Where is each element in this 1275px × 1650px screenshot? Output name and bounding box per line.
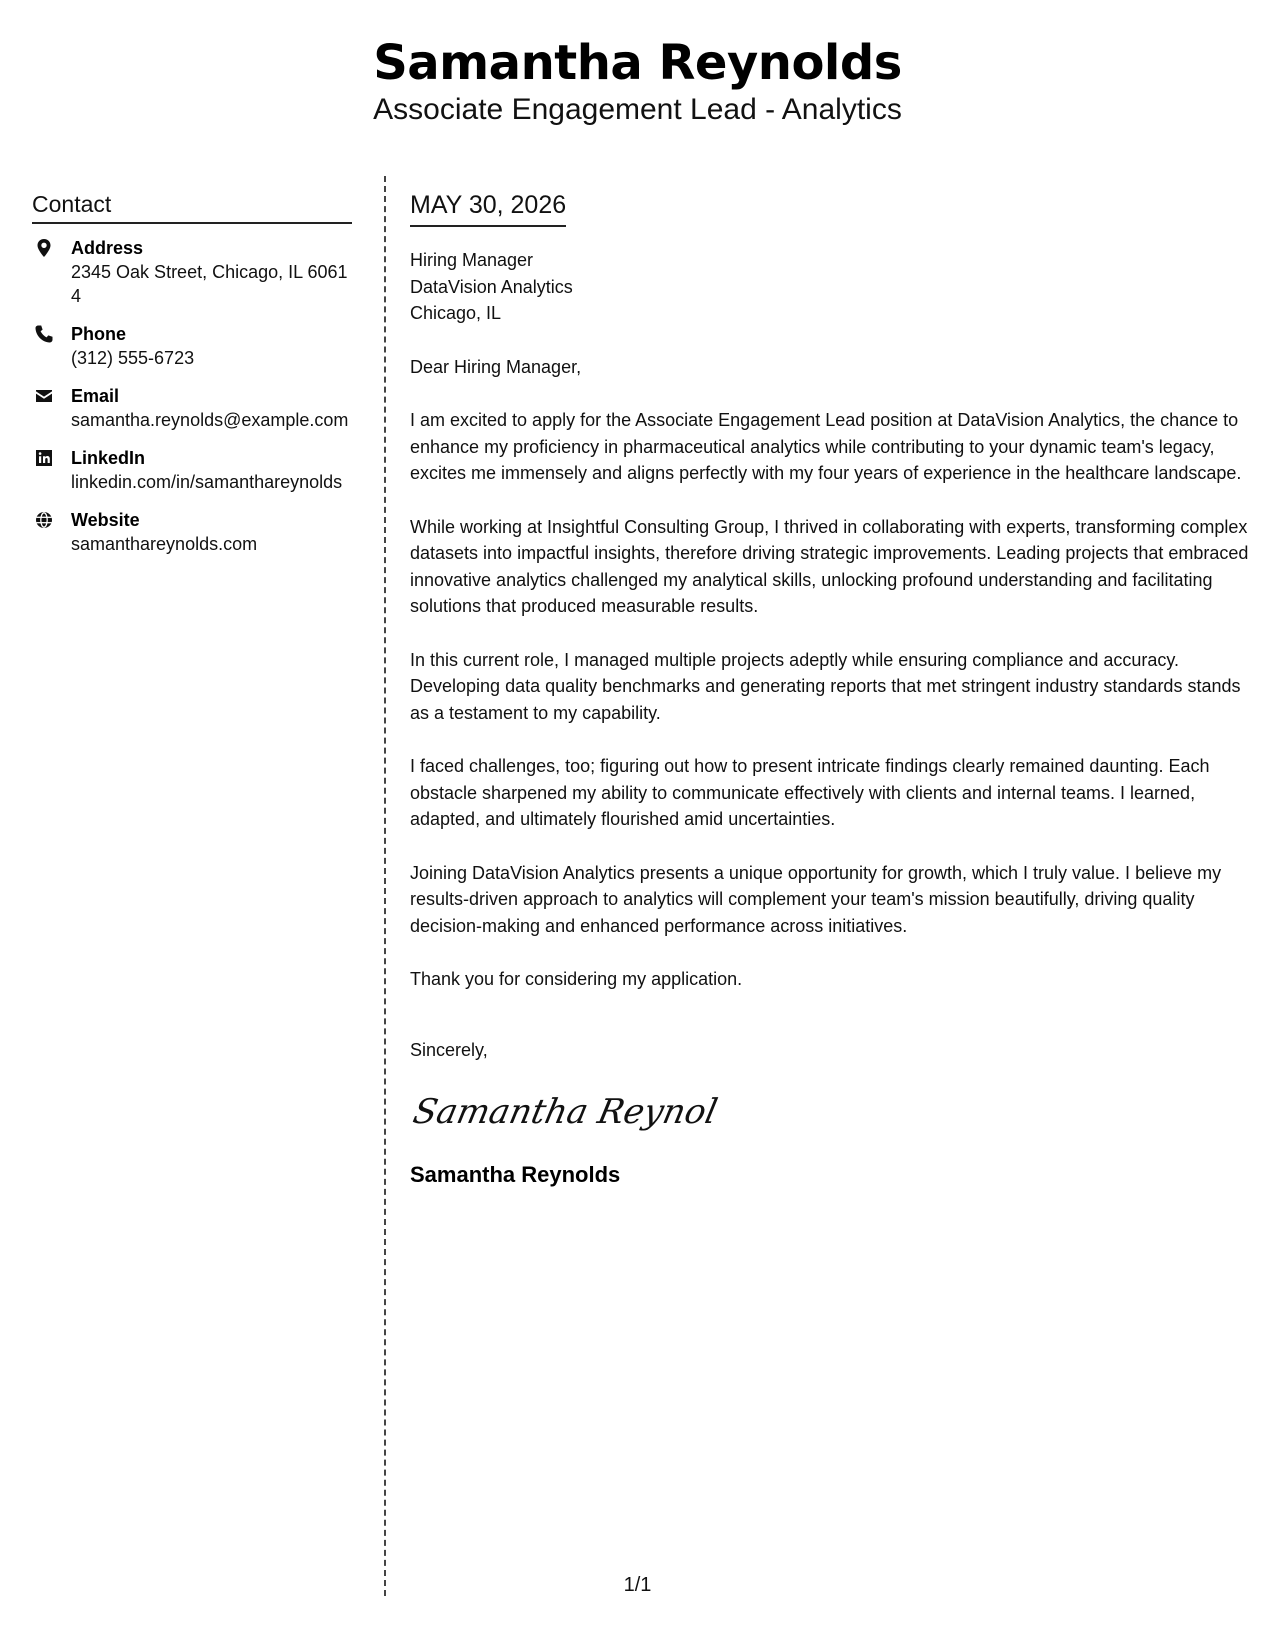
letter-date: MAY 30, 2026 (410, 190, 566, 227)
letter-body (410, 407, 1255, 993)
contact-sidebar (32, 190, 352, 570)
handwritten-signature (409, 1083, 721, 1141)
website-value[interactable]: samanthareynolds.com (71, 534, 258, 554)
linkedin-icon (34, 448, 54, 468)
body-paragraph: Thank you for considering my application. (410, 969, 743, 989)
contact-item-address (32, 236, 352, 308)
contact-item-website (32, 508, 352, 556)
column-divider (384, 176, 386, 1596)
linkedin-value[interactable]: linkedin.com/in/samanthareynolds (71, 472, 343, 492)
body-paragraph: In this current role, I managed multiple projects adeptly while ensuring compliance and accuracy. Developing data quality benchmarks and generating reports that met stringent industry standards stands as a testament to my capability. (410, 649, 1241, 723)
signer-name: Samantha Reynolds (410, 1162, 621, 1187)
contact-label-phone: Phone (71, 324, 127, 344)
body-paragraph: While working at Insightful Consulting Group, I thrived in collaborating with experts, transforming complex datasets into impactful insights, therefore driving strategic improvements. Leading projects that embraced innovative analytics challenged my analytical skills, unlocking profound understanding and facilitating solutions that produced measurable results. (410, 516, 1249, 616)
map-pin-icon (34, 238, 54, 258)
job-title: Associate Engagement Lead - Analytics (373, 93, 902, 126)
letter-header (0, 34, 1275, 128)
body-paragraph: I faced challenges, too; figuring out how to present intricate findings clearly remained daunting. Each obstacle sharpened my ability to communicate effectively with clients and internal teams. I learned, adapted, and ultimately flourished amid uncertainties. (410, 756, 1210, 829)
body-paragraph: Joining DataVision Analytics presents a unique opportunity for growth, which I truly value. I believe my results-driven approach to analytics will complement your team's mission beautifully, driving quality decision-making and enhanced performance across initiatives. (410, 862, 1222, 936)
page-number: 1/1 (623, 1574, 652, 1596)
recipient-line: DataVision Analytics (410, 276, 573, 297)
contact-label-address: Address (71, 238, 144, 258)
contact-item-phone (32, 322, 352, 370)
letter-content (410, 190, 1255, 1189)
contact-label-email: Email (71, 386, 120, 406)
applicant-name: Samantha Reynolds (373, 35, 902, 91)
body-paragraph: I am excited to apply for the Associate Engagement Lead position at DataVision Analytics, the chance to enhance my proficiency in pharmaceutical analytics while contributing to your dynamic team's legacy, excites me immensely and aligns perfectly with my four years of experience in the healthcare landscape. (410, 410, 1242, 483)
contact-item-linkedin (32, 446, 352, 494)
email-value[interactable]: samantha.reynolds@example.com (71, 410, 349, 430)
contact-list (32, 236, 352, 556)
recipient-line: Chicago, IL (410, 303, 502, 323)
closing: Sincerely, (410, 1039, 488, 1060)
svg-text:Samantha Reynol: Samantha Reynol (409, 1092, 721, 1132)
salutation: Dear Hiring Manager, (410, 356, 582, 377)
globe-icon (34, 510, 54, 530)
contact-item-email (32, 384, 352, 432)
phone-value: (312) 555-6723 (71, 348, 195, 368)
recipient-line: Hiring Manager (410, 250, 534, 270)
phone-icon (34, 324, 54, 344)
address-value: 2345 Oak Street, Chicago, IL 60614 (71, 262, 348, 306)
contact-label-website: Website (71, 510, 140, 530)
contact-label-linkedin: LinkedIn (71, 448, 146, 468)
envelope-icon (34, 386, 54, 406)
recipient-block (410, 247, 1255, 327)
contact-heading: Contact (32, 190, 352, 224)
